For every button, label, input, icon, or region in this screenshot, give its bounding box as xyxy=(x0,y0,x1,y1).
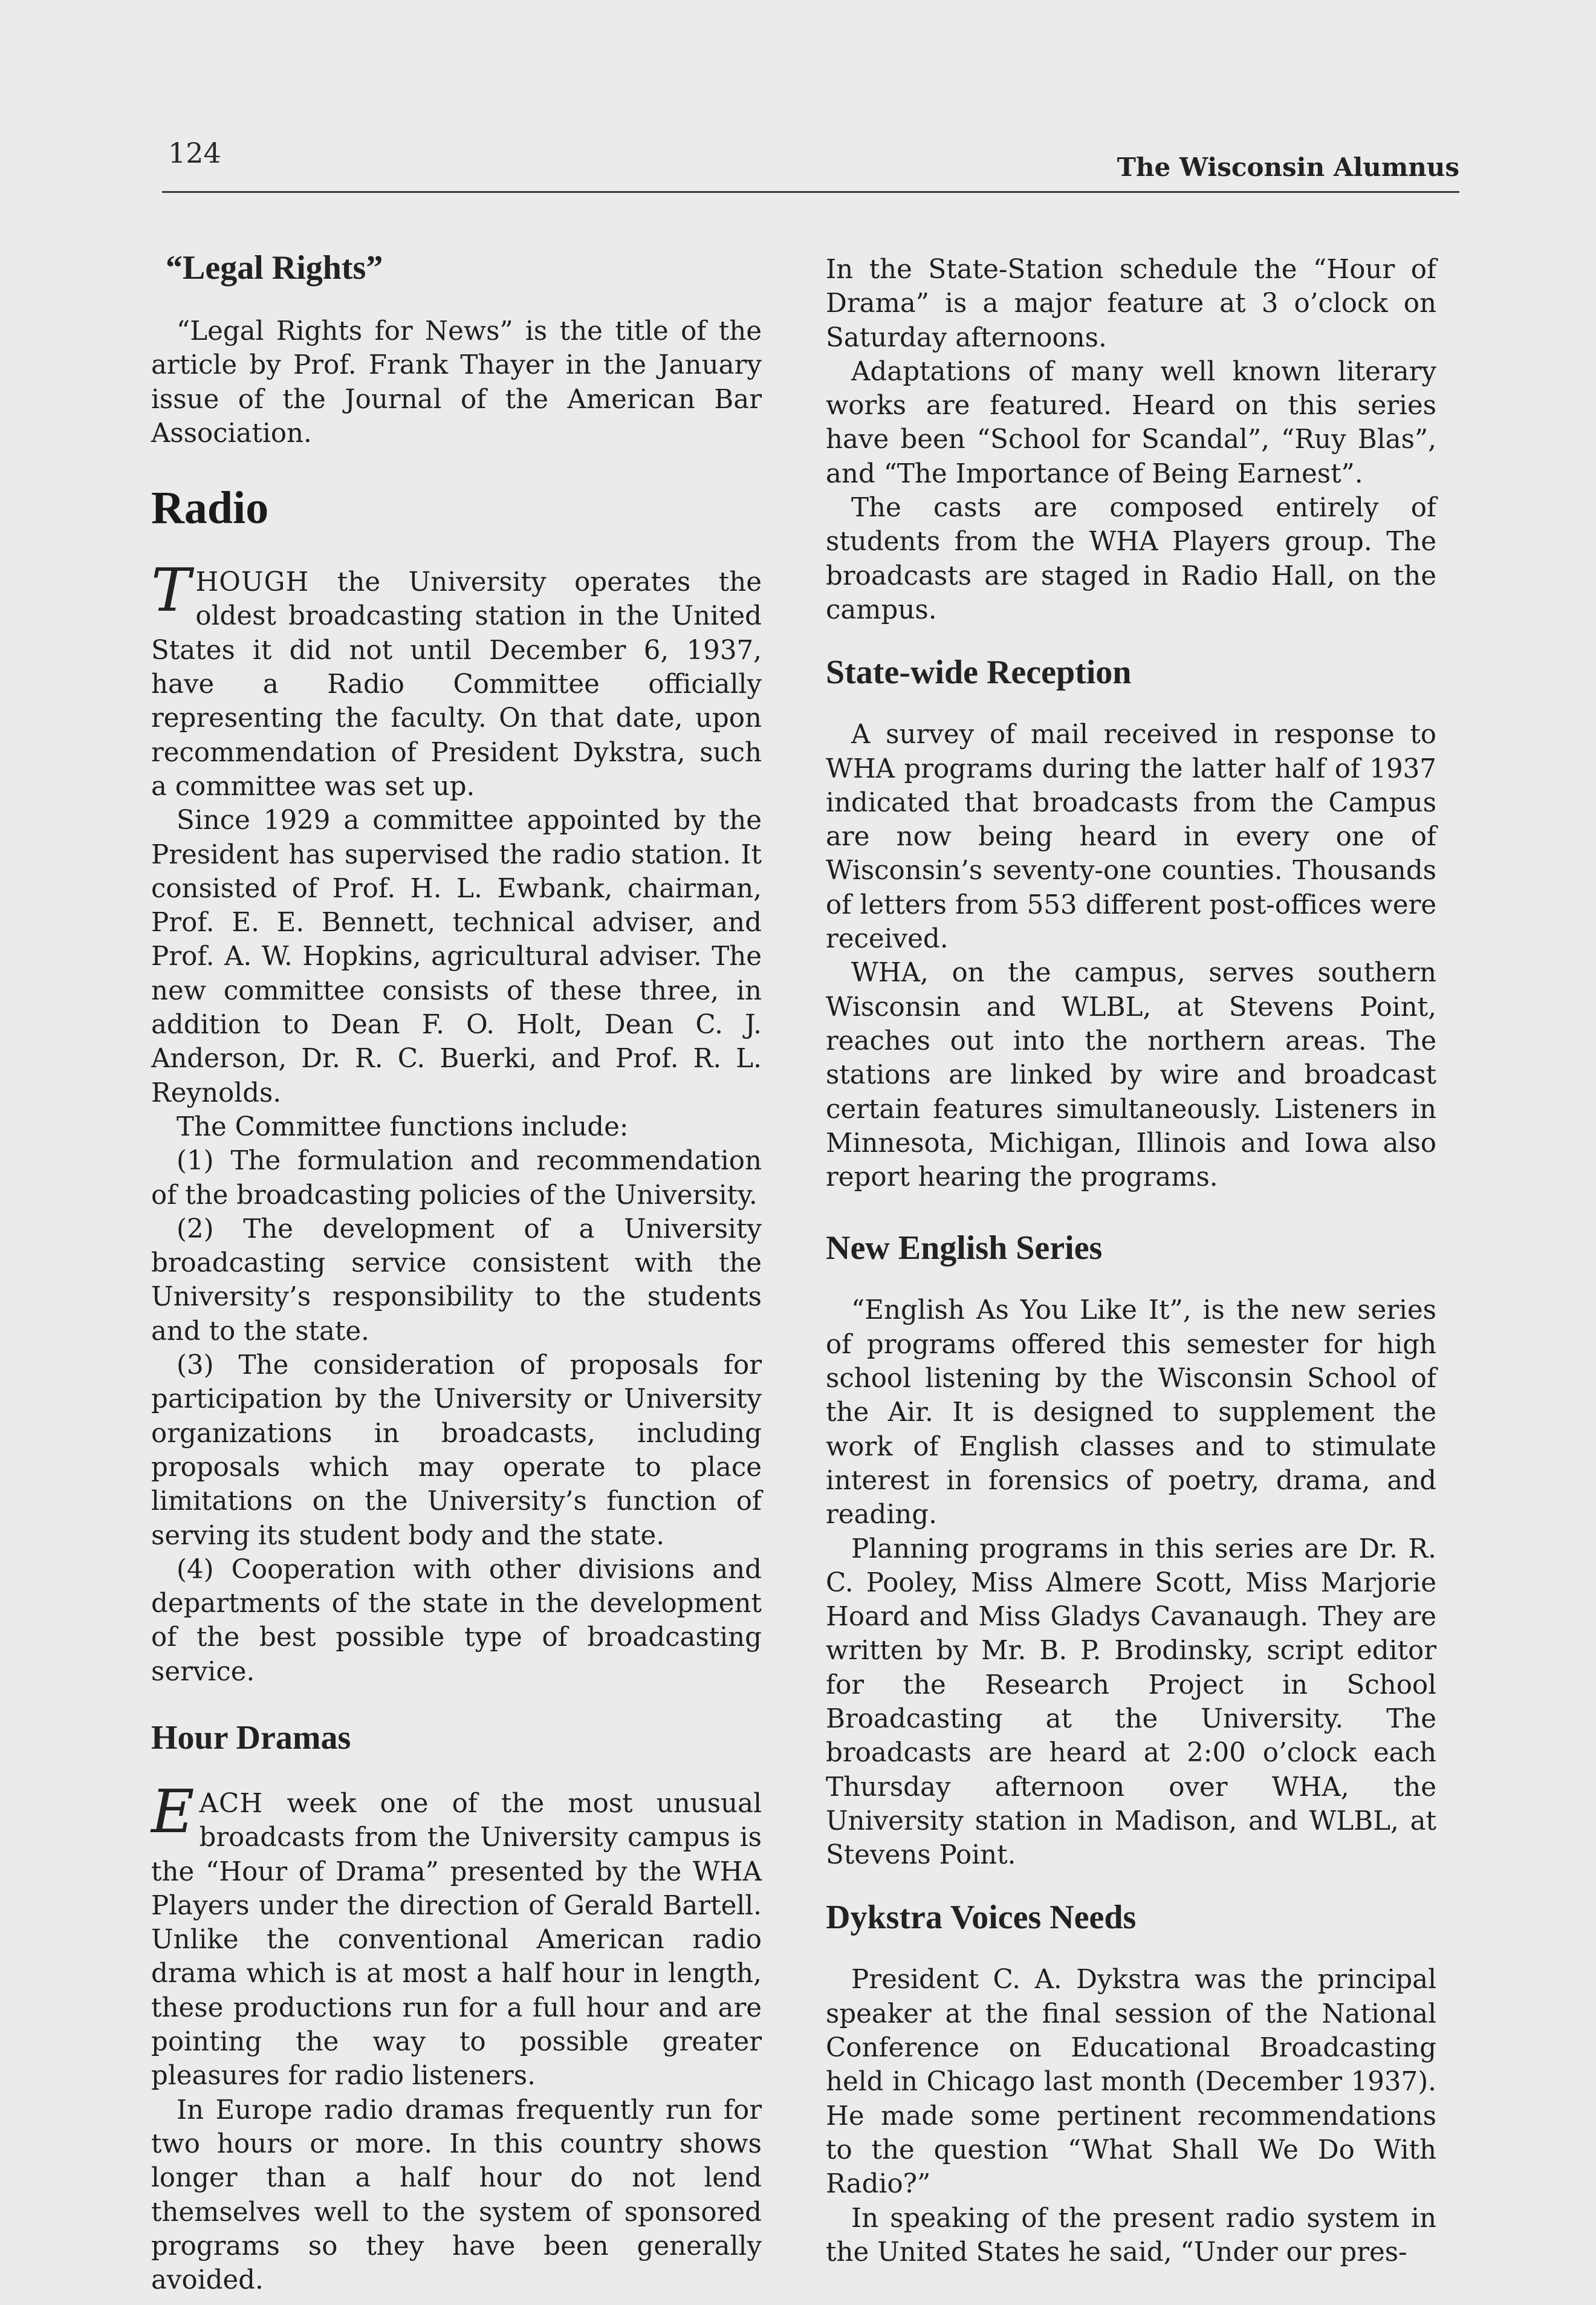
radio-heading: Radio xyxy=(151,483,269,534)
dykstra-heading: Dykstra Voices Needs xyxy=(826,1899,1137,1937)
hour-dramas-paragraph-2: In Europe radio dramas frequently run for two hours or more. In this country shows longer than a half hour do not lend themselves well to the system of sponsored programs so they have been generally avoided. xyxy=(151,2095,762,2296)
state-wide-paragraph-2: WHA, on the campus, serves southern Wisconsin and WLBL, at Stevens Point, reaches out into the northern areas. The stations are linked by wire and broadcast certain features simultaneously. Listeners in Minnesota, Michigan, Illinois and Iowa also report hearing the programs. xyxy=(826,958,1436,1193)
continued-paragraph-3: The casts are composed entirely of students from the WHA Players group. The broadcasts are staged in Radio Hall, on the campus. xyxy=(826,493,1436,625)
left-column xyxy=(151,247,762,2297)
continued-paragraph-2: Adaptations of many well known literary works are featured. Heard on this series have been “School for Scandal”, “Ruy Blas”, and “The Importance of Being Earnest”. xyxy=(826,356,1436,489)
radio-intro-paragraph xyxy=(151,556,762,804)
legal-rights-heading: “Legal Rights” xyxy=(166,249,383,287)
hour-dramas-text: week one of the most unusual broadcasts from the University campus is the “Hour of Drama” presented by the WHA Players under the direction of Gerald Bartell. Unlike the conventional American radio drama which is at most a half hour in length, these productions run for a full hour and are pointing the way to possible greater pleasures for radio listeners. xyxy=(151,1788,762,2092)
running-head: The Wisconsin Alumnus xyxy=(1117,152,1459,182)
state-wide-paragraph-1: A survey of mail received in response to WHA programs during the latter half of 1937 indicated that broadcasts from the Campus are now being heard in every one of Wisconsin’s seventy-one counties. Thousands of letters from 553 different post-offices were received. xyxy=(826,720,1436,955)
dykstra-paragraph-1: President C. A. Dykstra was the principal speaker at the final session of the National Conference on Educational Broadcasting held in Chicago last month (December 1937). He made some pertinent recommendations to the question “What Shall We Do With Radio?” xyxy=(826,1965,1436,2200)
hour-dramas-heading: Hour Dramas xyxy=(151,1718,351,1757)
legal-rights-paragraph: “Legal Rights for News” is the title of the article by Prof. Frank Thayer in the January issue of the Journal of the American Bar Association. xyxy=(151,316,762,449)
page-number: 124 xyxy=(168,137,221,169)
radio-paragraph-2: Since 1929 a committee appointed by the President has supervised the radio station. It consisted of Prof. H. L. Ewbank, chairman, Prof. E. E. Bennett, technical adviser, and Prof. A. W. Hopkins, agricultural adviser. The new committee consists of these three, in addition to Dean F. O. Holt, Dean C. J. Anderson, Dr. R. C. Buerki, and Prof. R. L. Reynolds. xyxy=(151,805,762,1108)
dykstra-paragraph-2: In speaking of the present radio system in the United States he said, “Under our pres- xyxy=(826,2203,1436,2268)
hour-dramas-intro xyxy=(151,1777,762,2093)
state-wide-heading: State-wide Reception xyxy=(826,654,1132,692)
hour-dramas-caps: ACH xyxy=(199,1788,264,1819)
radio-function-2: (2) The development of a University broadcasting service consistent with the University’s responsibility to the students and to the state. xyxy=(151,1214,762,1347)
english-series-heading: New English Series xyxy=(826,1229,1103,1267)
radio-paragraph-3: The Committee functions include: xyxy=(177,1111,629,1142)
english-series-paragraph-1: “English As You Like It”, is the new series of programs offered this semester for high school listening by the Wisconsin School of the Air. It is designed to supplement the work of English classes and to stimulate interest in forensics of poetry, drama, and reading. xyxy=(826,1295,1436,1530)
radio-function-4: (4) Cooperation with other divisions and departments of the state in the development of the best possible type of broadcasting service. xyxy=(151,1554,762,1687)
header-rule xyxy=(162,191,1459,193)
english-series-paragraph-2: Planning programs in this series are Dr. R. C. Pooley, Miss Almere Scott, Miss Marjorie Hoard and Miss Gladys Cavanaugh. They are written by Mr. B. P. Brodinsky, script editor for the Research Project in School Broadcasting at the University. The broadcasts are heard at 2:00 o’clock each Thursday afternoon over WHA, the University station in Madison, and WLBL, at Stevens Point. xyxy=(826,1533,1436,1871)
right-column xyxy=(826,253,1436,2269)
radio-function-3: (3) The consideration of proposals for participation by the University or University organizations in broadcasts, including proposals which may operate to place limitations on the University’s function of serving its student body and the state. xyxy=(151,1350,762,1551)
continued-paragraph-1: In the State-Station schedule the “Hour of Drama” is a major feature at 3 o’clock on Saturday afternoons. xyxy=(826,255,1436,353)
drop-cap-e: E xyxy=(151,1777,195,1847)
radio-intro-caps: HOUGH xyxy=(195,567,310,598)
radio-intro-text: the University operates the oldest broadcasting station in the United States it did not until December 6, 1937, have a Radio Committee officially representing the faculty. On that date, upon recommendation of President Dykstra, such a committee was set up. xyxy=(151,567,762,802)
radio-function-1: (1) The formulation and recommendation of the broadcasting policies of the University. xyxy=(151,1146,762,1211)
drop-cap-t: T xyxy=(151,556,191,626)
